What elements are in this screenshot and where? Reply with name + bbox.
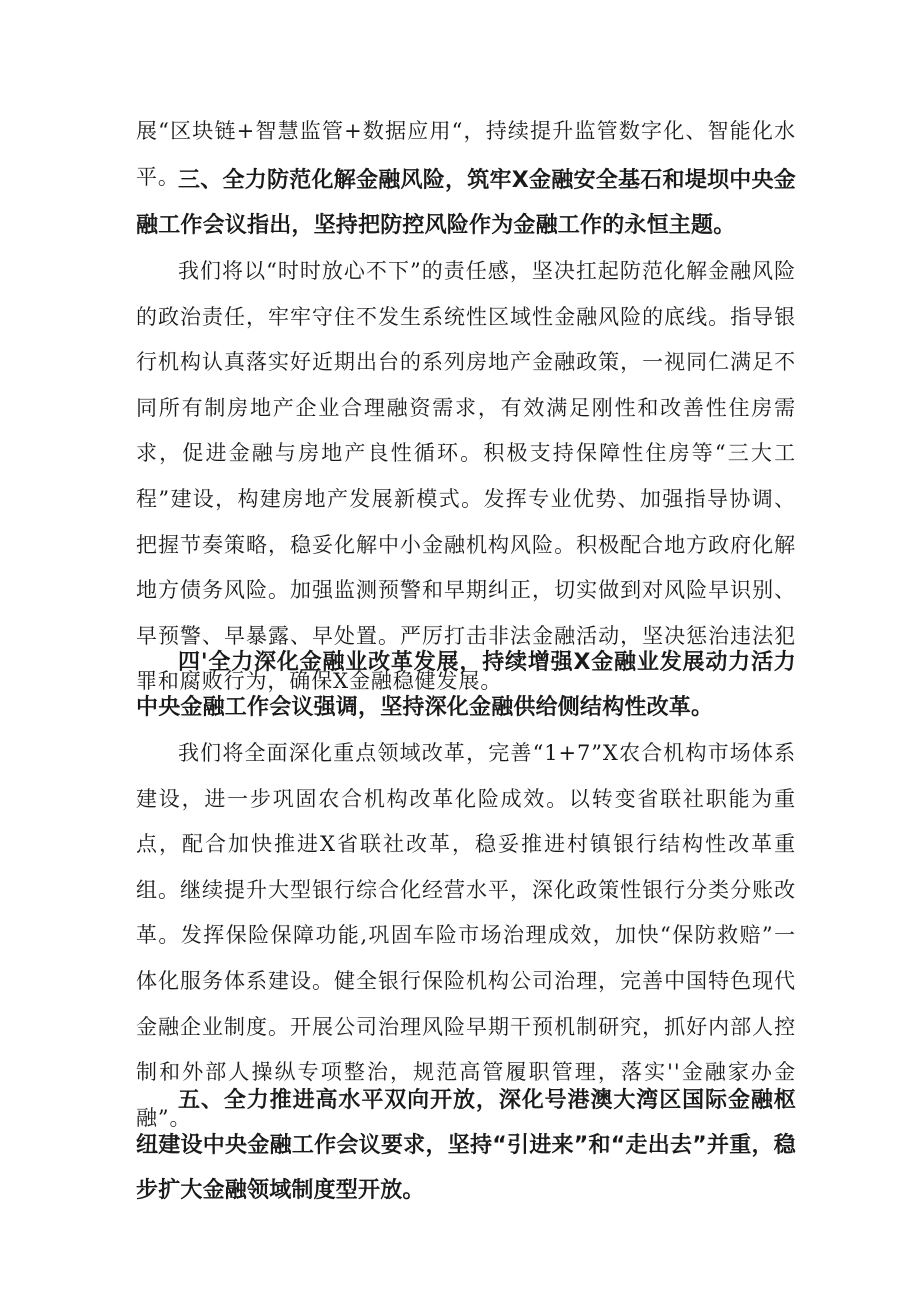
section-heading-5: 五、全力推进高水平双向开放，深化号港澳大湾区国际金融枢纽建设中央金融工作会议要求，坚持“引进来”和“走出去”并重，稳步扩大金融领域制度型开放。 <box>136 1088 796 1203</box>
body-paragraph-3: 我们将全面深化重点领域改革，完善“1+7”X农合机构市场体系建设，进一步巩固农合机构改革化险成效。以转变省联社职能为重点，配合加快推进X省联社改革，稳妥推进村镇银行结构性改革重组。继续提升大型银行综合化经营水平，深化政策性银行分类分账改革。发挥保险保障功能,巩固车险市场治理成效，加快“保防救赔”一体化服务体系建设。健全银行保险机构公司治理，完善中国特色现代金融企业制度。开展公司治理风险早期干预机制研究，抓好内部人控制和外部人操纵专项整治，规范高管履职管理，落实''金融家办金融”。 <box>136 741 796 1130</box>
body-paragraph-2: 我们将以“时时放心不下”的责任感，坚决扛起防范化解金融风险的政治责任，牢牢守住不发生系统性区域性金融风险的底线。指导银行机构认真落实好近期出台的系列房地产金融政策，一视同仁满足不同所有制房地产企业合理融资需求，有效满足刚性和改善性住房需求，促进金融与房地产良性循环。积极支持保障性住房等“三大工程”建设，构建房地产发展新模式。发挥专业优势、加强指导协调、把握节奏策略，稳妥化解中小金融机构风险。积极配合地方政府化解地方债务风险。加强监测预警和早期纠正，切实做到对风险早识别、早预警、早暴露、早处置。严厉打击非法金融活动，坚决惩治违法犯罪和腐败行为，确保X金融稳健发展。 <box>136 259 796 694</box>
body-paragraph-1: 展“区块链+智慧监管+数据应用“，持续提升监管数字化、智能化水平。 <box>136 119 796 189</box>
section-heading-3: 三、全力防范化解金融风险，筑牢X金融安全基石和堤坝中央金融工作会议指出，坚持把防控风险作为金融工作的永恒主题。 <box>136 168 796 238</box>
section-heading-4: 四'全力深化金融业改革发展，持续增强X金融业发展动力活力中央金融工作会议强调，坚持深化金融供给侧结构性改革。 <box>136 650 796 720</box>
